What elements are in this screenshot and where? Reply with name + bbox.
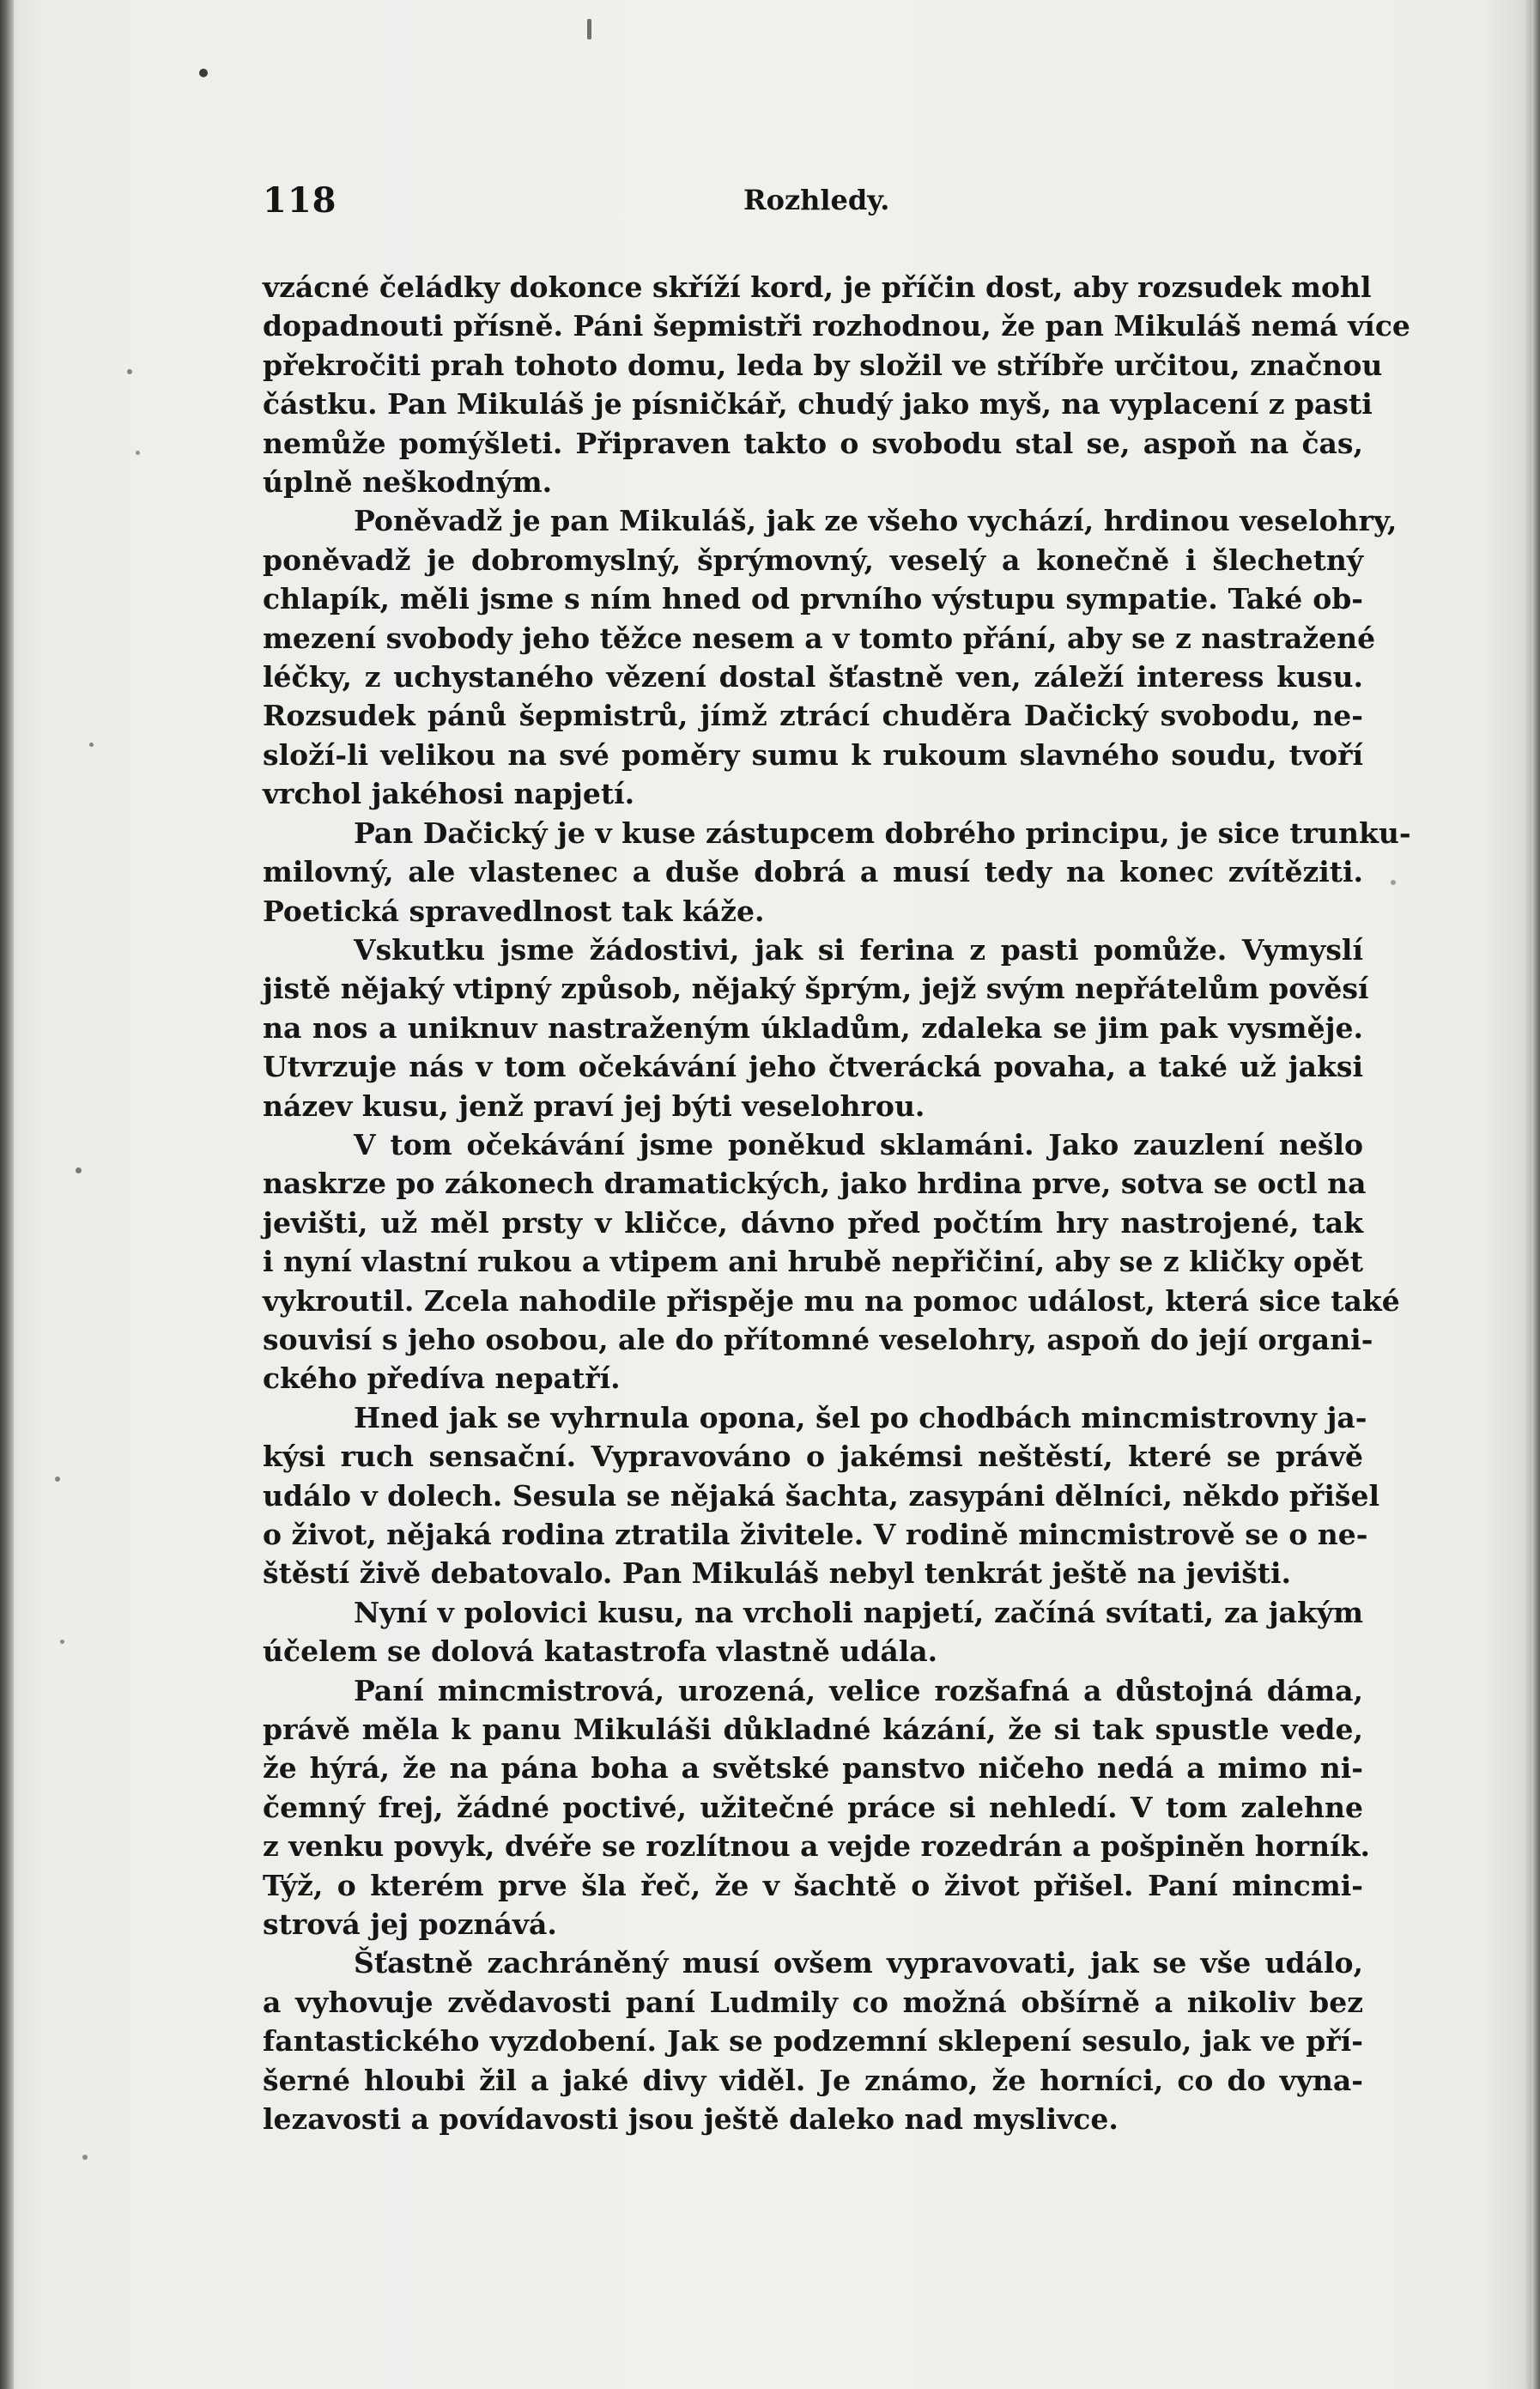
ink-speck — [55, 1476, 60, 1482]
text-line: Týž, o kterém prve šla řeč, že v šachtě o život přišel. Paní mincmi- — [263, 1868, 1363, 1902]
text-line: Pan Dačický je v kuse zástupcem dobrého principu, je sice trunku- — [354, 816, 1411, 850]
ink-speck — [82, 2155, 88, 2160]
text-line: poněvadž je dobromyslný, šprýmovný, veselý a konečně i šlechetný — [263, 543, 1363, 577]
text-line: o život, nějaká rodina ztratila živitele. V rodině mincmistrově se o ne- — [263, 1518, 1368, 1551]
text-line: naskrze po zákonech dramatických, jako hrdina prve, sotva se octl na — [263, 1167, 1367, 1201]
body-text — [263, 268, 1411, 2139]
text-line: fantastického vyzdobení. Jak se podzemní sklepení sesulo, jak ve pří- — [263, 2024, 1363, 2059]
page-number: 118 — [263, 180, 337, 221]
page-edge-shadow — [1531, 0, 1540, 2389]
text-line: štěstí živě debatovalo. Pan Mikuláš nebyl tenkrát ještě na jevišti. — [263, 1556, 1292, 1591]
text-line: a vyhovuje zvědavosti paní Ludmily co možná obšírně a nikoliv bez — [263, 1985, 1363, 2019]
binding-edge-shadow — [0, 0, 14, 2389]
text-line: že hýrá, že na pána boha a světské panstvo ničeho nedá a mimo ni- — [263, 1751, 1363, 1786]
text-line: léčky, z uchystaného vězení dostal šťastně ven, záleží interess kusu. — [263, 660, 1363, 694]
ink-speck — [89, 743, 94, 747]
text-line: vzácné čeládky dokonce skříží kord, je příčin dost, aby rozsudek mohl — [263, 270, 1372, 304]
text-line: účelem se dolová katastrofa vlastně udála. — [263, 1634, 938, 1669]
text-line: dopadnouti přísně. Páni šepmistři rozhodnou, že pan Mikuláš nemá více — [263, 309, 1410, 343]
page-header — [263, 177, 1361, 228]
ink-speck — [60, 1640, 64, 1644]
text-line: z venku povyk, dvéře se rozlítnou a vejde rozedrán a pošpiněn horník. — [263, 1829, 1371, 1864]
text-line: chlapík, měli jsme s ním hned od prvního výstupu sympatie. Také ob- — [263, 582, 1363, 616]
paragraph — [263, 931, 1369, 1125]
ink-speck — [587, 19, 591, 39]
running-head: Rozhledy. — [743, 184, 890, 216]
paragraph — [263, 268, 1410, 501]
text-line: kýsi ruch sensační. Vypravováno o jakémsi neštěstí, které se právě — [263, 1440, 1363, 1474]
text-line: lezavosti a povídavosti jsou ještě daleko nad myslivce. — [263, 2102, 1119, 2137]
text-line: i nyní vlastní rukou a vtipem ani hrubě nepřičiní, aby se z kličky opět — [263, 1245, 1363, 1279]
text-line: strová jej poznává. — [263, 1907, 557, 1942]
text-line: ckého předíva nepatří. — [263, 1361, 621, 1396]
paragraph — [263, 1671, 1371, 1944]
text-line: Nyní v polovici kusu, na vrcholi napjetí, začíná svítati, za jakým — [354, 1595, 1363, 1629]
text-line: složí-li velikou na své poměry sumu k rukoum slavného soudu, tvoří — [263, 737, 1363, 772]
text-line: mezení svobody jeho těžce nesem a v tomto přání, aby se z nastražené — [263, 621, 1376, 655]
text-line: na nos a uniknuv nastraženým úkladům, zdaleka se jim pak vysměje. — [263, 1010, 1363, 1045]
ink-speck — [76, 1167, 82, 1173]
text-line: jevišti, už měl prsty v kličce, dávno před počtím hry nastrojené, tak — [263, 1205, 1363, 1240]
text-line: jistě nějaký vtipný způsob, nějaký šprým, jejž svým nepřátelům pověsí — [263, 972, 1369, 1006]
text-line: Šťastně zachráněný musí ovšem vypravovati, jak se vše událo, — [354, 1946, 1363, 1980]
text-line: vykroutil. Zcela nahodile přispěje mu na pomoc událost, která sice také — [263, 1283, 1400, 1318]
ink-speck — [199, 69, 208, 77]
text-line: Vskutku jsme žádostivi, jak si ferina z pasti pomůže. Vymyslí — [354, 932, 1363, 967]
text-line: Hned jak se vyhrnula opona, šel po chodbách mincmistrovny ja- — [354, 1400, 1367, 1434]
text-line: právě měla k panu Mikuláši důkladné kázání, že si tak spustle vede, — [263, 1713, 1363, 1747]
text-line: souvisí s jeho osobou, ale do přítomné veselohry, aspoň do její organi- — [263, 1322, 1373, 1356]
text-line: Poněvadž je pan Mikuláš, jak ze všeho vychází, hrdinou veselohry, — [354, 504, 1398, 538]
text-line: Utvrzuje nás v tom očekávání jeho čtverácká povaha, a také už jaksi — [263, 1050, 1363, 1084]
text-line: milovný, ale vlastenec a duše dobrá a musí tedy na konec zvítěziti. — [263, 855, 1363, 889]
paragraph — [263, 1943, 1363, 2138]
paragraph — [263, 1398, 1380, 1593]
text-line: částku. Pan Mikuláš je písničkář, chudý jako myš, na vyplacení z pasti — [263, 387, 1373, 421]
paragraph — [263, 1593, 1363, 1671]
text-line: Poetická spravedlnost tak káže. — [263, 894, 765, 928]
text-line: nemůže pomýšleti. Připraven takto o svobodu stal se, aspoň na čas, — [263, 426, 1363, 460]
text-line: vrchol jakéhosi napjetí. — [263, 777, 635, 811]
text-line: název kusu, jenž praví jej býti veselohrou. — [263, 1088, 925, 1123]
text-line: překročiti prah tohoto domu, leda by složil ve stříbře určitou, značnou — [263, 348, 1383, 382]
text-line: V tom očekávání jsme poněkud sklamáni. Jako zauzlení nešlo — [354, 1127, 1363, 1161]
paragraph — [263, 1125, 1400, 1398]
paragraph — [263, 814, 1411, 931]
text-line: čemný frej, žádné poctivé, užitečné práce si nehledí. V tom zalehne — [263, 1790, 1363, 1824]
text-line: úplně neškodným. — [263, 465, 553, 500]
text-line: šerné hloubi žil a jaké divy viděl. Je známo, že horníci, co do vyna- — [263, 2063, 1363, 2097]
ink-speck — [1391, 880, 1396, 885]
ink-speck — [136, 451, 140, 455]
paragraph — [263, 501, 1398, 813]
text-line: Rozsudek pánů šepmistrů, jímž ztrácí chuděra Dačický svobodu, ne- — [263, 699, 1363, 733]
text-line: Paní mincmistrová, urozená, velice rozšafná a důstojná dáma, — [354, 1673, 1363, 1707]
text-line: událo v dolech. Sesula se nějaká šachta, zasypáni dělníci, někdo přišel — [263, 1478, 1380, 1513]
ink-speck — [127, 369, 132, 374]
